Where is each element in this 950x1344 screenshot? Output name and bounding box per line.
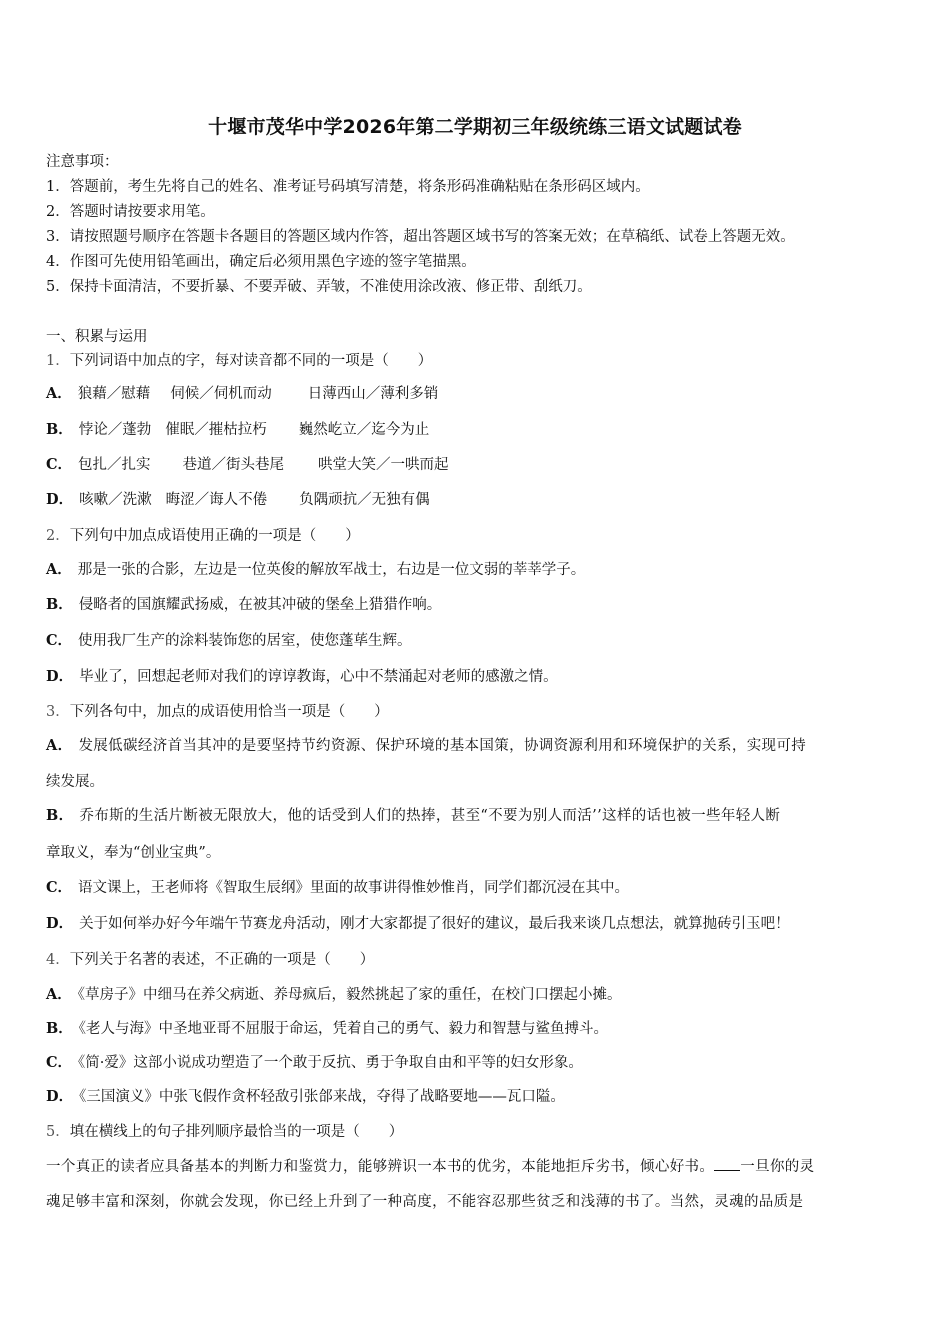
notice-item: 2．答题时请按要求用笔。	[46, 204, 215, 220]
answer-blank[interactable]	[714, 1156, 740, 1171]
option-part: 哄堂大笑／一哄而起	[318, 457, 449, 473]
passage-text: 一旦你的灵	[740, 1159, 815, 1175]
option-part: 催眠／摧枯拉朽	[165, 422, 267, 438]
option-text: 使用我厂生产的涂料装饰您的居室，使您蓬荜生辉。	[78, 633, 412, 649]
option-part: 晦涩／诲人不倦	[165, 492, 268, 508]
option-text: 《简·爱》这部小说成功塑造了一个敢于反抗、勇于争取自由和平等的妇女形象。	[78, 1055, 583, 1071]
question-1-option-d[interactable]	[46, 490, 430, 510]
option-text: 《草房子》中细马在养父病逝、养母疯后，毅然挑起了家的重任，在校门口摆起小摊。	[77, 987, 622, 1003]
option-label: C．	[46, 632, 73, 649]
option-text: 《老人与海》中圣地亚哥不屈服于命运，凭着自己的勇气、毅力和智慧与鲨鱼搏斗。	[78, 1021, 609, 1037]
option-text: 侵略者的国旗耀武扬威，在被其冲破的堡垒上猎猎作响。	[78, 597, 442, 613]
option-part: 日薄西山／薄利多销	[307, 386, 439, 402]
question-2-stem	[46, 526, 360, 546]
question-text: 下列各句中，加点的成语使用恰当一项是（ ）	[69, 704, 389, 720]
question-1-stem	[46, 351, 432, 371]
option-label: A．	[46, 385, 72, 402]
question-1-option-a[interactable]	[46, 384, 438, 404]
option-label: B．	[46, 807, 74, 824]
notice-item: 1．答题前，考生先将自己的姓名、准考证号码填写清楚，将条形码准确粘贴在条形码区域内。	[46, 179, 650, 195]
option-part: 包扎／扎实	[78, 457, 151, 473]
option-part: 巍然屹立／迄今为止	[298, 422, 430, 438]
question-number: 2．	[46, 528, 70, 544]
option-label: A．	[46, 561, 72, 578]
question-text: 下列词语中加点的字，每对读音都不同的一项是（ ）	[69, 353, 433, 369]
option-label: B．	[46, 1020, 73, 1037]
question-number: 5．	[46, 1124, 70, 1140]
question-5-stem	[46, 1122, 403, 1142]
option-label: D．	[46, 1088, 74, 1105]
option-label: C．	[46, 1054, 73, 1071]
notice-heading: 注意事项：	[46, 154, 119, 170]
option-label: A．	[46, 986, 72, 1003]
notice-item: 5．保持卡面清洁，不要折暴、不要弄破、弄皱，不准使用涂改液、修正带、刮纸刀。	[46, 279, 592, 295]
option-part: 咳嗽／洗漱	[79, 492, 152, 508]
passage-text: 一个真正的读者应具备基本的判断力和鉴赏力，能够辨识一本书的优劣，本能地拒斥劣书，倾心好书。	[46, 1159, 715, 1175]
question-3-option-b-continued: 章取义，奉为“创业宝典”。	[46, 845, 221, 861]
option-label: B．	[46, 421, 73, 438]
option-label: A．	[46, 737, 73, 754]
option-text: 《三国演义》中张飞假作贪杯轻敌引张郃来战，夺得了战略要地——瓦口隘。	[79, 1089, 565, 1105]
question-2-option-d[interactable]	[46, 667, 558, 687]
option-part: 巷道／街头巷尾	[182, 457, 285, 473]
option-label: B．	[46, 596, 73, 613]
option-text: 那是一张的合影，左边是一位英俊的解放军战士，右边是一位文弱的莘莘学子。	[77, 562, 586, 578]
question-number: 1．	[46, 353, 70, 369]
option-label: C．	[46, 879, 73, 896]
question-1-option-c[interactable]	[46, 455, 449, 475]
question-3-option-a[interactable]	[46, 736, 806, 756]
question-1-option-b[interactable]	[46, 420, 429, 440]
question-5-passage-line	[46, 1156, 815, 1177]
option-label: D．	[46, 668, 74, 685]
option-text: 乔布斯的生活片断被无限放大，他的话受到人们的热捧，甚至“不要为别人而活’’这样的话也被一些年轻人断	[79, 808, 781, 824]
option-part: 狼藉／慰藉	[77, 386, 151, 402]
notice-item: 4．作图可先使用铅笔画出，确定后必须用黑色字迹的签字笔描黑。	[46, 254, 476, 270]
question-3-option-d[interactable]	[46, 914, 790, 934]
question-text: 下列句中加点成语使用正确的一项是（ ）	[69, 528, 360, 544]
question-2-option-b[interactable]	[46, 595, 441, 615]
question-4-option-c[interactable]	[46, 1053, 583, 1073]
question-3-stem	[46, 702, 389, 722]
option-text: 语文课上，王老师将《智取生辰纲》里面的故事讲得惟妙惟肖，同学们都沉浸在其中。	[78, 880, 630, 896]
question-text: 填在横线上的句子排列顺序最恰当的一项是（ ）	[69, 1124, 404, 1140]
question-4-stem	[46, 950, 374, 970]
question-text: 下列关于名著的表述，不正确的一项是（ ）	[69, 952, 375, 968]
question-4-option-a[interactable]	[46, 985, 622, 1005]
option-label: C．	[46, 456, 73, 473]
notice-item: 3．请按照题号顺序在答题卡各题目的答题区域内作答，超出答题区域书写的答案无效；在草稿纸、试卷上答题无效。	[46, 229, 795, 245]
option-text: 关于如何举办好今年端午节赛龙舟活动，刚才大家都提了很好的建议，最后我来谈几点想法，就算抛砖引玉吧！	[79, 916, 790, 932]
section-heading: 一、积累与运用	[46, 329, 148, 345]
question-3-option-a-continued: 续发展。	[46, 774, 104, 790]
question-number: 4．	[46, 952, 70, 968]
question-4-option-b[interactable]	[46, 1019, 608, 1039]
question-5-passage-line: 魂足够丰富和深刻，你就会发现，你已经上升到了一种高度，不能容忍那些贫乏和浅薄的书了。当然，灵魂的品质是	[46, 1194, 804, 1210]
option-part: 伺候／伺机而动	[170, 386, 272, 402]
question-3-option-c[interactable]	[46, 878, 629, 898]
option-text: 发展低碳经济首当其冲的是要坚持节约资源、保护环境的基本国策，协调资源利用和环境保护的关系，实现可持	[78, 738, 807, 754]
option-text: 毕业了，回想起老师对我们的谆谆教诲，心中不禁涌起对老师的感激之情。	[79, 669, 558, 685]
exam-title: 十堰市茂华中学2026年第二学期初三年级统练三语文试题试卷	[208, 116, 742, 138]
question-2-option-c[interactable]	[46, 631, 412, 651]
question-number: 3．	[46, 704, 70, 720]
option-part: 负隅顽抗／无独有偶	[299, 492, 430, 508]
option-label: D．	[46, 491, 74, 508]
option-label: D．	[46, 915, 74, 932]
question-4-option-d[interactable]	[46, 1087, 565, 1107]
question-3-option-b[interactable]	[46, 806, 780, 826]
option-part: 悖论／蓬勃	[78, 422, 152, 438]
question-2-option-a[interactable]	[46, 560, 585, 580]
